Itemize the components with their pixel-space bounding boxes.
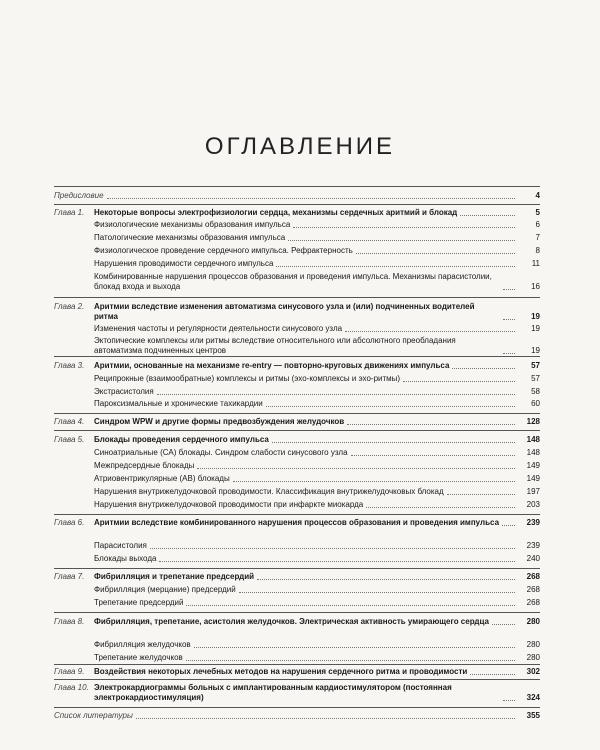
- entry-title: Синдром WPW и другие формы предвозбуждения желудочков: [94, 417, 345, 426]
- toc-entry-preface[interactable]: [54, 191, 540, 201]
- entry-title: Физиологические механизмы образования импульса: [94, 220, 291, 229]
- leader-dots: [460, 214, 515, 216]
- page-number: 128: [526, 417, 540, 426]
- divider: [54, 413, 540, 414]
- page-number: 239: [526, 518, 540, 527]
- page-number: 148: [526, 435, 540, 444]
- page-number: 58: [531, 387, 540, 396]
- leader-dots: [351, 454, 515, 456]
- leader-dots: [503, 699, 515, 701]
- page-number: 280: [526, 653, 540, 662]
- chapter-label: Глава 1.: [54, 208, 85, 217]
- page-number: 6: [535, 220, 540, 229]
- chapter-label: Глава 8.: [54, 617, 85, 626]
- toc-entry-section[interactable]: [94, 554, 540, 564]
- leader-dots: [447, 493, 515, 495]
- divider: [54, 186, 540, 187]
- entry-title: Предисловие: [54, 191, 104, 200]
- entry-title: Некоторые вопросы электрофизиологии сердца, механизмы сердечных аритмий и блокад: [94, 208, 458, 217]
- page-number: 60: [531, 399, 540, 408]
- page-number: 280: [526, 640, 540, 649]
- toc-entry-chapter[interactable]: [94, 302, 540, 322]
- toc-entry-chapter[interactable]: [94, 617, 540, 627]
- page-number: 355: [526, 711, 540, 720]
- page-number: 19: [531, 324, 540, 333]
- toc-entry-section[interactable]: [94, 220, 540, 230]
- chapter-label: Глава 4.: [54, 417, 85, 426]
- leader-dots: [492, 623, 515, 625]
- leader-dots: [288, 239, 515, 241]
- leader-dots: [239, 591, 515, 593]
- toc-entry-section[interactable]: [94, 598, 540, 608]
- entry-title: Аритмии, основанные на механизме re-entry — повторно-круговых движениях импульса: [94, 361, 450, 370]
- leader-dots: [293, 226, 515, 228]
- leader-dots: [257, 578, 515, 580]
- leader-dots: [503, 318, 515, 320]
- entry-title: Пароксизмальные и хронические тахикардии: [94, 399, 263, 408]
- page-number: 57: [531, 374, 540, 383]
- leader-dots: [194, 646, 515, 648]
- leader-dots: [503, 288, 515, 290]
- entry-title: Фибрилляция и трепетание предсердий: [94, 572, 255, 581]
- toc-entry-section[interactable]: [94, 324, 540, 334]
- leader-dots: [186, 659, 515, 661]
- divider: [54, 664, 540, 665]
- page-number: 197: [526, 487, 540, 496]
- divider: [54, 568, 540, 569]
- page-number: 7: [535, 233, 540, 242]
- entry-title: Нарушения внутрижелудочковой проводимости при инфаркте миокарда: [94, 500, 364, 509]
- entry-title: Парасистолия: [94, 541, 147, 550]
- entry-title: Аритмии вследствие комбинированного нарушения процессов образования и проведения импульса: [94, 518, 500, 527]
- toc-entry-chapter[interactable]: [94, 208, 540, 218]
- entry-title: Атриовентрикулярные (АВ) блокады: [94, 474, 230, 483]
- entry-title: Фибрилляция желудочков: [94, 640, 191, 649]
- chapter-label: Глава 2.: [54, 302, 85, 311]
- page-number: 203: [526, 500, 540, 509]
- toc-entry-section[interactable]: [94, 541, 540, 551]
- leader-dots: [403, 380, 515, 382]
- entry-title: Синоатриальные (СА) блокады. Синдром слабости синусового узла: [94, 448, 348, 457]
- leader-dots: [452, 367, 515, 369]
- chapter-label: Глава 10.: [54, 683, 89, 692]
- leader-dots: [345, 330, 515, 332]
- leader-dots: [157, 393, 515, 395]
- toc-entry-section[interactable]: [94, 399, 540, 409]
- toc-entry-chapter[interactable]: [94, 667, 540, 677]
- entry-title: Блокады выхода: [94, 554, 157, 563]
- toc-entry-section[interactable]: [94, 336, 540, 356]
- divider: [54, 679, 540, 680]
- divider: [54, 514, 540, 515]
- toc-entry-section[interactable]: [94, 585, 540, 595]
- page-number: 240: [526, 554, 540, 563]
- leader-dots: [356, 252, 515, 254]
- page-number: 19: [531, 346, 540, 355]
- toc-entry-section[interactable]: [94, 246, 540, 256]
- entry-title: Эктопические комплексы или ритмы вследствие относительного или абсолютного преобладания автоматизма подчиненных центров: [94, 336, 456, 355]
- leader-dots: [276, 265, 515, 267]
- leader-dots: [503, 352, 515, 354]
- toc-entry-section[interactable]: [94, 474, 540, 484]
- toc-entry-section[interactable]: [94, 487, 540, 497]
- entry-title: Трепетание предсердий: [94, 598, 184, 607]
- page-number: 239: [526, 541, 540, 550]
- toc-entry-chapter[interactable]: [94, 435, 540, 445]
- toc-entry-bibliography[interactable]: [54, 711, 540, 721]
- chapter-label: Глава 9.: [54, 667, 85, 676]
- leader-dots: [272, 441, 515, 443]
- toc-entry-chapter[interactable]: [94, 572, 540, 582]
- entry-title: Экстрасистолия: [94, 387, 154, 396]
- entry-title: Аритмии вследствие изменения автоматизма синусового узла и (или) подчиненных водителей ритма: [94, 302, 475, 321]
- entry-title: Изменения частоты и регулярности деятельности синусового узла: [94, 324, 343, 333]
- page-number: 4: [535, 191, 540, 200]
- entry-title: Воздействия некоторых лечебных методов на нарушения сердечного ритма и проводимости: [94, 667, 468, 676]
- toc-entry-section[interactable]: [94, 259, 540, 269]
- page-number: 148: [526, 448, 540, 457]
- page-number: 5: [535, 208, 540, 217]
- leader-dots: [150, 547, 515, 549]
- toc-entry-section[interactable]: [94, 653, 540, 663]
- page-number: 280: [526, 617, 540, 626]
- divider: [54, 297, 540, 298]
- leader-dots: [136, 717, 515, 719]
- page-number: 8: [535, 246, 540, 255]
- entry-title: Фибрилляция, трепетание, асистолия желудочков. Электрическая активность умирающего сердца: [94, 617, 489, 626]
- page-number: 302: [526, 667, 540, 676]
- entry-title: Реципрокные (взаимообратные) комплексы и ритмы (эхо-комплексы и эхо-ритмы): [94, 374, 401, 383]
- divider: [54, 204, 540, 205]
- divider: [54, 430, 540, 431]
- entry-title: Электрокардиограммы больных с имплантированным кардиостимулятором (постоянная электрокардиостимуляция): [94, 683, 452, 702]
- leader-dots: [107, 197, 515, 199]
- page-number: 149: [526, 461, 540, 470]
- leader-dots: [502, 524, 515, 526]
- toc-entry-section[interactable]: [94, 233, 540, 243]
- leader-dots: [470, 673, 515, 675]
- page-title: ОГЛАВЛЕНИЕ: [204, 133, 396, 160]
- entry-title: Нарушения внутрижелудочковой проводимости. Классификация внутрижелудочковых блокад: [94, 487, 444, 496]
- chapter-label: Глава 5.: [54, 435, 85, 444]
- entry-title: Нарушения проводимости сердечного импульса: [94, 259, 274, 268]
- chapter-label: Глава 3.: [54, 361, 85, 370]
- entry-title: Комбинированные нарушения процессов образования и проведения импульса. Механизмы парасистолии, блокад входа и выхода: [94, 272, 492, 291]
- leader-dots: [197, 467, 515, 469]
- divider: [54, 612, 540, 613]
- leader-dots: [347, 423, 515, 425]
- leader-dots: [366, 506, 515, 508]
- entry-title: Список литературы: [54, 711, 133, 720]
- page-number: 324: [526, 693, 540, 702]
- entry-title: Фибрилляция (мерцание) предсердий: [94, 585, 236, 594]
- chapter-label: Глава 6.: [54, 518, 85, 527]
- page-number: 19: [531, 312, 540, 321]
- leader-dots: [186, 604, 515, 606]
- toc-entry-section[interactable]: [94, 272, 540, 292]
- toc-entry-section[interactable]: [94, 374, 540, 384]
- toc-entry-section[interactable]: [94, 387, 540, 397]
- toc-entry-chapter[interactable]: [94, 361, 540, 371]
- toc-entry-chapter[interactable]: [94, 417, 540, 427]
- entry-title: Патологические механизмы образования импульса: [94, 233, 286, 242]
- chapter-label: Глава 7.: [54, 572, 85, 581]
- toc-entry-chapter[interactable]: [94, 683, 540, 703]
- entry-title: Трепетание желудочков: [94, 653, 183, 662]
- toc-entry-section[interactable]: [94, 461, 540, 471]
- page-number: 268: [526, 585, 540, 594]
- entry-title: Физиологическое проведение сердечного импульса. Рефрактерность: [94, 246, 353, 255]
- leader-dots: [159, 560, 515, 562]
- page-number: 16: [531, 282, 540, 291]
- leader-dots: [266, 405, 515, 407]
- page-number: 268: [526, 572, 540, 581]
- toc-entry-section[interactable]: [94, 500, 540, 510]
- page-number: 268: [526, 598, 540, 607]
- toc-entry-section[interactable]: [94, 640, 540, 650]
- toc-entry-section[interactable]: [94, 448, 540, 458]
- entry-title: Блокады проведения сердечного импульса: [94, 435, 269, 444]
- page-number: 149: [526, 474, 540, 483]
- toc-entry-chapter[interactable]: [94, 518, 540, 528]
- divider: [54, 707, 540, 708]
- page-number: 11: [531, 259, 540, 268]
- page-number: 57: [531, 361, 540, 370]
- entry-title: Межпредсердные блокады: [94, 461, 195, 470]
- divider: [54, 356, 540, 357]
- leader-dots: [233, 480, 515, 482]
